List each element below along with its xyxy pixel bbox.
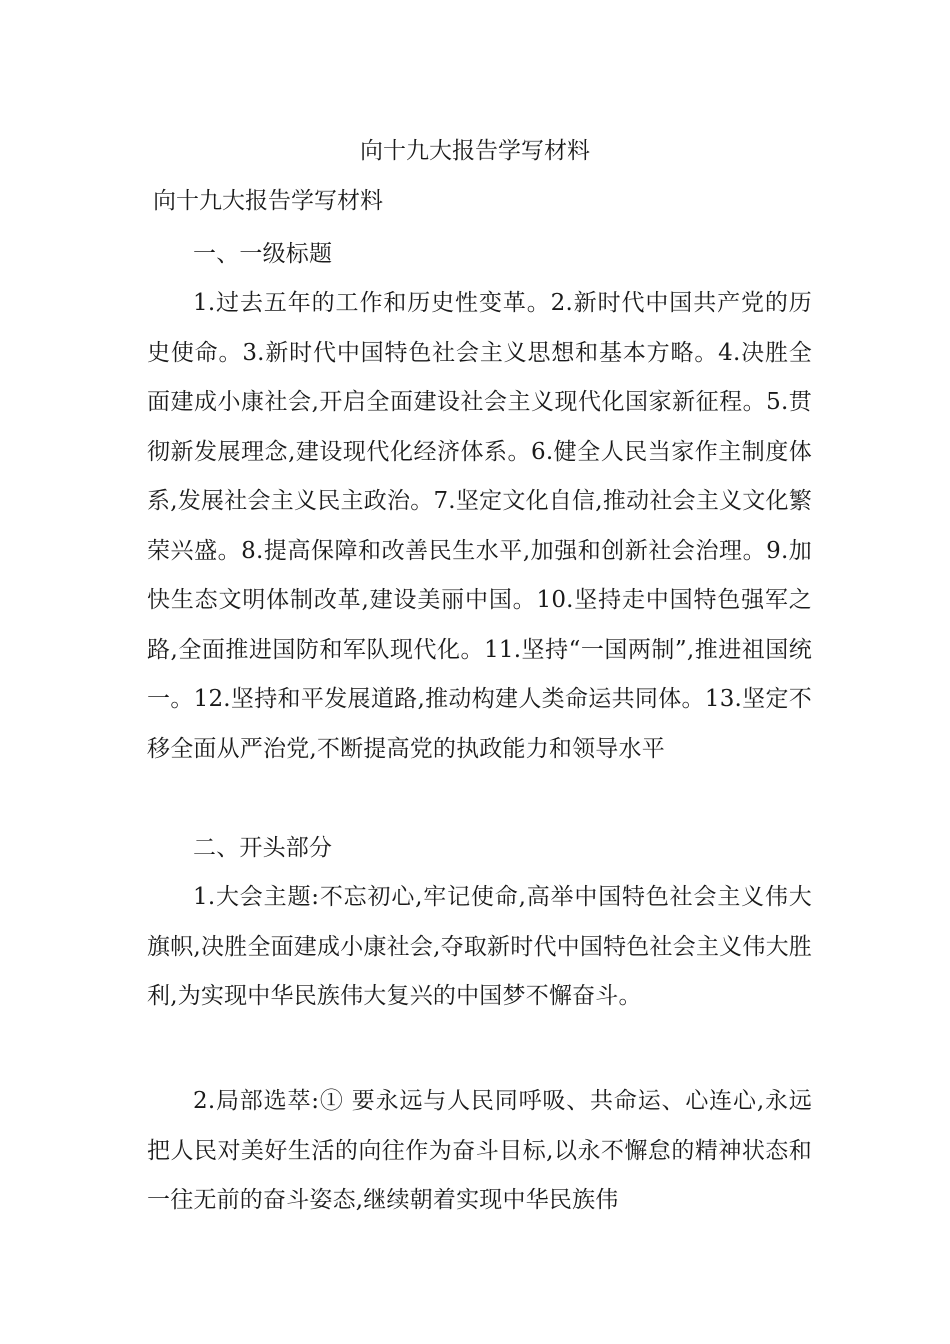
section-2-paragraph-1: 1.大会主题:不忘初心,牢记使命,高举中国特色社会主义伟大旗帜,决胜全面建成小康社会,夺取新时代中国特色社会主义伟大胜利,为实现中华民族伟大复兴的中国梦不懈奋斗。 [147,884,812,1009]
section-2-paragraph-2: 2.局部选萃:① 要永远与人民同呼吸、共命运、心连心,永远把人民对美好生活的向往作为奋斗目标,以永不懈怠的精神状态和一往无前的奋斗姿态,继续朝着实现中华民族伟 [147,1088,812,1213]
document-title: 向十九大报告学写材料 [360,138,590,164]
section-1-paragraph: 1.过去五年的工作和历史性变革。2.新时代中国共产党的历史使命。3.新时代中国特色社会主义思想和基本方略。4.决胜全面建成小康社会,开启全面建设社会主义现代化国家新征程。5.贯彻新发展理念,建设现代化经济体系。6.健全人民当家作主制度体系,发展社会主义民主政治。7.坚定文化自信,推动社会主义文化繁荣兴盛。8.提高保障和改善民生水平,加强和创新社会治理。9.加快生态文明体制改革,建设美丽中国。10.坚持走中国特色强军之路,全面推进国防和军队现代化。11.坚持“一国两制”,推进祖国统一。12.坚持和平发展道路,推动构建人类命运共同体。13.坚定不移全面从严治党,不断提高党的执政能力和领导水平 [147,290,812,762]
section-heading-2: 二、开头部分 [193,835,333,861]
document-subtitle: 向十九大报告学写材料 [153,188,383,214]
section-heading-1: 一、一级标题 [193,241,333,267]
